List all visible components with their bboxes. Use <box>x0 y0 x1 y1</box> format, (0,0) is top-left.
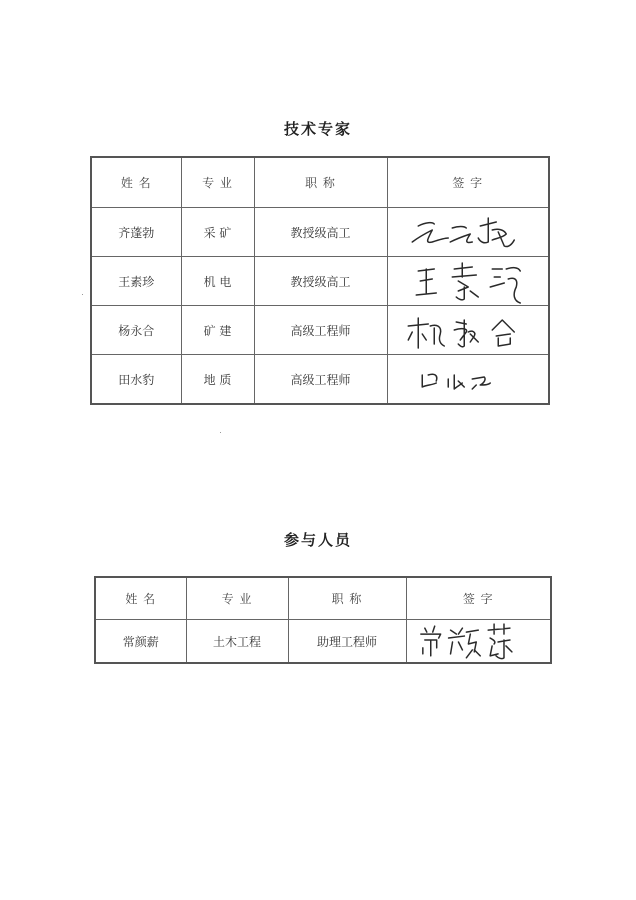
table-header-row <box>91 157 549 208</box>
cell-name: 常颜薪 <box>95 620 186 664</box>
participants-title: 参与人员 <box>283 531 352 549</box>
handwritten-signature <box>388 257 549 305</box>
header-signature: 签 字 <box>387 157 549 208</box>
handwritten-signature <box>407 620 551 662</box>
header-major: 专 业 <box>181 157 254 208</box>
table-row <box>91 208 549 257</box>
cell-title: 助理工程师 <box>288 620 406 664</box>
header-title: 职 称 <box>254 157 387 208</box>
handwritten-signature <box>388 208 549 256</box>
handwritten-signature <box>388 355 549 403</box>
cell-major: 采 矿 <box>181 208 254 257</box>
experts-title: 技术专家 <box>283 120 352 138</box>
header-title: 职 称 <box>288 577 406 620</box>
table-row <box>91 257 549 306</box>
cell-name: 杨永合 <box>91 306 181 355</box>
cell-major: 土木工程 <box>186 620 288 664</box>
table-row <box>91 355 549 405</box>
cell-major: 机 电 <box>181 257 254 306</box>
header-major: 专 业 <box>186 577 288 620</box>
handwritten-signature <box>388 306 549 354</box>
signature-cell <box>387 257 549 306</box>
cell-name: 王素珍 <box>91 257 181 306</box>
experts-table <box>90 156 550 405</box>
cell-name: 田水豹 <box>91 355 181 405</box>
participants-table <box>94 576 552 664</box>
header-signature: 签 字 <box>406 577 551 620</box>
cell-title: 高级工程师 <box>254 306 387 355</box>
cell-name: 齐蓬勃 <box>91 208 181 257</box>
signature-cell <box>387 208 549 257</box>
table-header-row <box>95 577 551 620</box>
header-name: 姓 名 <box>95 577 186 620</box>
signature-cell <box>387 355 549 405</box>
table-row <box>91 306 549 355</box>
signature-cell <box>406 620 551 664</box>
cell-title: 教授级高工 <box>254 208 387 257</box>
cell-major: 矿 建 <box>181 306 254 355</box>
table-row <box>95 620 551 664</box>
cell-title: 教授级高工 <box>254 257 387 306</box>
cell-major: 地 质 <box>181 355 254 405</box>
header-name: 姓 名 <box>91 157 181 208</box>
signature-cell <box>387 306 549 355</box>
cell-title: 高级工程师 <box>254 355 387 405</box>
